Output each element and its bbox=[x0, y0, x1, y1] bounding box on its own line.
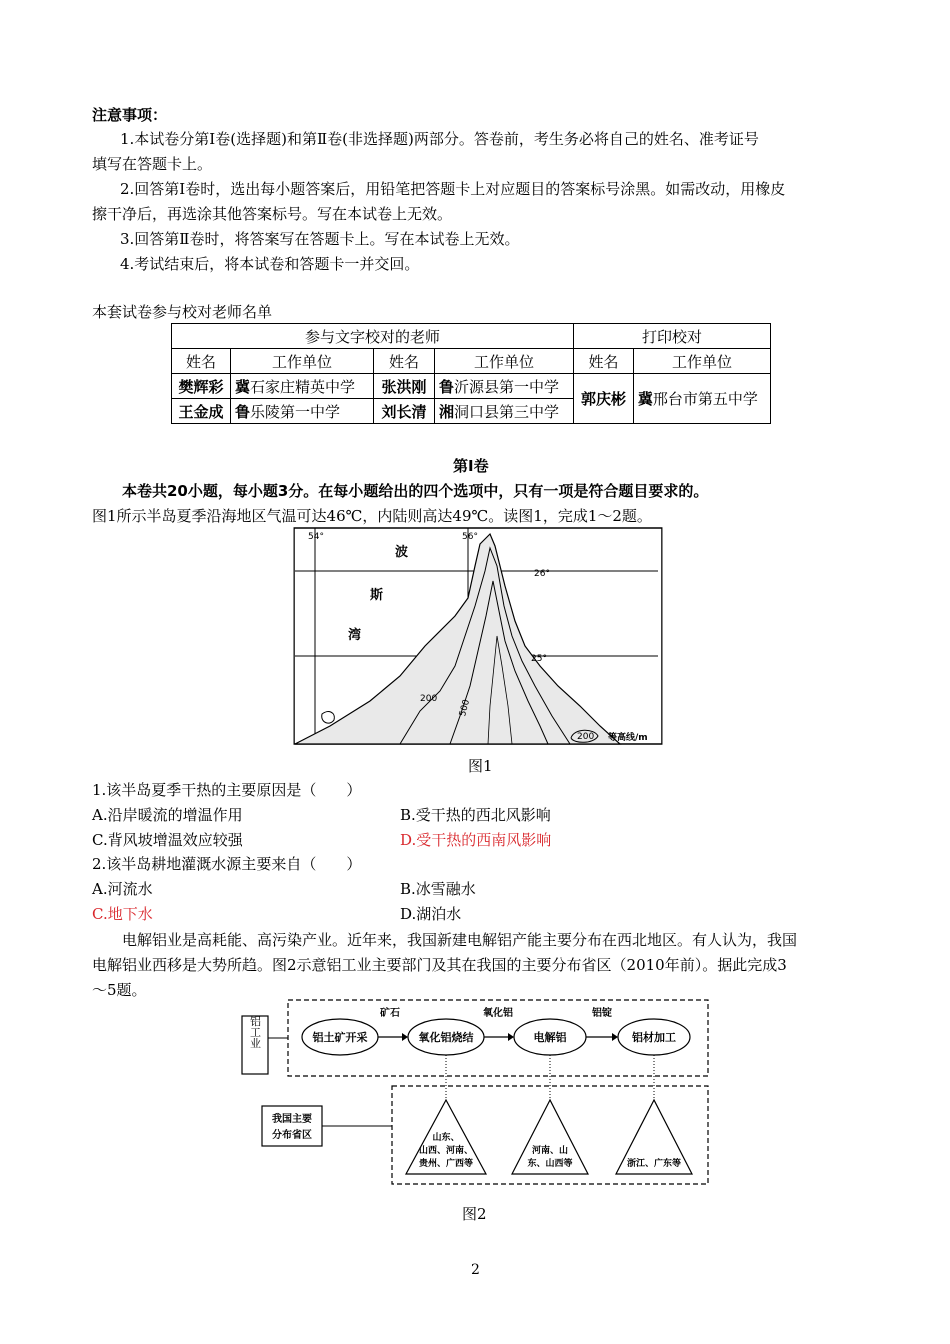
q2-option-b: B.冰雪融水 bbox=[400, 880, 476, 898]
label-distribution-2: 分布省区 bbox=[272, 1130, 312, 1141]
section-title: 第Ⅰ卷 bbox=[453, 457, 489, 475]
staff-province: 鲁 bbox=[235, 402, 251, 421]
staff-name: 王金成 bbox=[172, 399, 231, 424]
aluminum-industry-diagram bbox=[240, 998, 712, 1188]
passage-line-2: 电解铝业西移是大势所趋。图2示意铝工业主要部门及其在我国的主要分布省区（2010年前）。据此完成3 bbox=[92, 956, 787, 974]
map-lon-56: 56° bbox=[462, 532, 478, 542]
staff-province: 湘 bbox=[439, 402, 455, 421]
tri1-line3: 贵州、广西等 bbox=[418, 1159, 474, 1169]
staff-header-name: 姓名 bbox=[374, 349, 435, 374]
stage-aluminum-processing: 铝材加工 bbox=[632, 1031, 676, 1044]
staff-name: 樊辉彩 bbox=[172, 374, 231, 399]
map-sea-char-1: 波 bbox=[395, 545, 409, 560]
notice-item-1: 1.本试卷分第Ⅰ卷(选择题)和第Ⅱ卷(非选择题)两部分。答卷前，考生务必将自己的姓名、准考证号 bbox=[120, 130, 759, 148]
tri2-line2: 东、山西等 bbox=[527, 1159, 573, 1169]
staff-table bbox=[171, 323, 771, 424]
q2-stem: 2.该半岛耕地灌溉水源主要来自（ ） bbox=[92, 855, 362, 873]
label-distribution-1: 我国主要 bbox=[272, 1114, 312, 1125]
staff-unit bbox=[231, 374, 374, 399]
passage-line-1: 电解铝业是高耗能、高污染产业。近年来，我国新建电解铝产能主要分布在西北地区。有人认为，我国 bbox=[122, 931, 798, 949]
tri1-line2: 山西、河南、 bbox=[418, 1146, 474, 1156]
q2-option-c-answer: C.地下水 bbox=[92, 905, 153, 923]
stage-electrolytic-aluminum: 电解铝 bbox=[533, 1031, 567, 1044]
notice-item-4: 4.考试结束后，将本试卷和答题卡一并交回。 bbox=[120, 255, 420, 273]
tri3-line1: 浙江、广东等 bbox=[626, 1159, 682, 1169]
staff-unit bbox=[435, 399, 574, 424]
notice-item-3: 3.回答第Ⅱ卷时，将答案写在答题卡上。写在本试卷上无效。 bbox=[120, 230, 520, 248]
figure2-caption: 图2 bbox=[462, 1205, 487, 1223]
q1-option-a: A.沿岸暖流的增温作用 bbox=[92, 806, 243, 824]
staff-header-name: 姓名 bbox=[172, 349, 231, 374]
staff-header-unit: 工作单位 bbox=[633, 349, 770, 374]
q1-option-d-answer: D.受干热的西南风影响 bbox=[400, 831, 552, 849]
map-contour-500: 500 bbox=[458, 698, 473, 718]
staff-unit-text: 乐陵第一中学 bbox=[250, 402, 341, 421]
arrow-label-alumina: 氧化铝 bbox=[483, 1008, 513, 1019]
map-contour-200: 200 bbox=[420, 694, 438, 704]
stage-bauxite-mining: 铝土矿开采 bbox=[312, 1031, 368, 1044]
staff-caption: 本套试卷参与校对老师名单 bbox=[92, 303, 273, 321]
staff-unit bbox=[435, 374, 574, 399]
stage-alumina-sintering: 氧化铝烧结 bbox=[418, 1031, 474, 1044]
staff-header-unit: 工作单位 bbox=[435, 349, 574, 374]
staff-header-unit: 工作单位 bbox=[231, 349, 374, 374]
map-legend bbox=[568, 726, 688, 746]
map-lon-54: 54° bbox=[308, 532, 324, 542]
q1-option-b: B.受干热的西北风影响 bbox=[400, 806, 551, 824]
staff-header-name: 姓名 bbox=[574, 349, 634, 374]
staff-province: 冀 bbox=[235, 377, 251, 396]
q2-option-d: D.湖泊水 bbox=[400, 905, 462, 923]
staff-province: 鲁 bbox=[439, 377, 455, 396]
staff-unit-text: 邢台市第五中学 bbox=[652, 390, 758, 408]
label-industry: 铝工业 bbox=[248, 1015, 262, 1049]
staff-name: 郭庆彬 bbox=[574, 374, 634, 424]
q1-stem: 1.该半岛夏季干热的主要原因是（ ） bbox=[92, 781, 362, 799]
staff-name: 刘长清 bbox=[374, 399, 435, 424]
staff-group-print: 打印校对 bbox=[574, 324, 771, 349]
q1-option-c: C.背风坡增温效应较强 bbox=[92, 831, 243, 849]
notice-item-2-cont: 擦干净后，再选涂其他答案标号。写在本试卷上无效。 bbox=[92, 205, 453, 223]
map-lat-25: 25° bbox=[531, 654, 547, 664]
figure1-intro: 图1所示半岛夏季沿海地区气温可达46℃，内陆则高达49℃。读图1，完成1～2题。 bbox=[92, 507, 652, 525]
passage-line-3: ～5题。 bbox=[92, 981, 147, 999]
staff-unit-text: 沂源县第一中学 bbox=[454, 377, 560, 396]
map-sea-char-2: 斯 bbox=[370, 588, 384, 603]
staff-unit bbox=[633, 374, 770, 424]
tri2-line1: 河南、山 bbox=[531, 1146, 569, 1156]
map-lat-26: 26° bbox=[534, 569, 550, 579]
staff-province: 冀 bbox=[637, 390, 653, 408]
notice-title: 注意事项： bbox=[92, 106, 168, 124]
staff-unit bbox=[231, 399, 374, 424]
staff-unit-text: 洞口县第三中学 bbox=[454, 402, 560, 421]
staff-name: 张洪刚 bbox=[374, 374, 435, 399]
figure1-caption: 图1 bbox=[468, 757, 493, 775]
page-number: 2 bbox=[471, 1262, 480, 1278]
legend-label: 等高线/m bbox=[608, 733, 648, 743]
notice-item-1-cont: 填写在答题卡上。 bbox=[92, 155, 213, 173]
staff-group-text: 参与文字校对的老师 bbox=[172, 324, 574, 349]
tri1-line1: 山东、 bbox=[432, 1133, 460, 1143]
section-instruction: 本卷共20小题，每小题3分。在每小题给出的四个选项中，只有一项是符合题目要求的。 bbox=[122, 482, 709, 500]
legend-value: 200 bbox=[577, 732, 595, 742]
staff-unit-text: 石家庄精英中学 bbox=[250, 377, 356, 396]
arrow-label-ore: 矿石 bbox=[380, 1008, 400, 1019]
arrow-label-ingot: 铝锭 bbox=[592, 1008, 612, 1019]
notice-item-2: 2.回答第Ⅰ卷时，选出每小题答案后，用铅笔把答题卡上对应题目的答案标号涂黑。如需改动，用橡皮 bbox=[120, 180, 786, 198]
map-sea-char-3: 湾 bbox=[348, 628, 362, 643]
peninsula-map bbox=[290, 526, 670, 751]
q2-option-a: A.河流水 bbox=[92, 880, 153, 898]
